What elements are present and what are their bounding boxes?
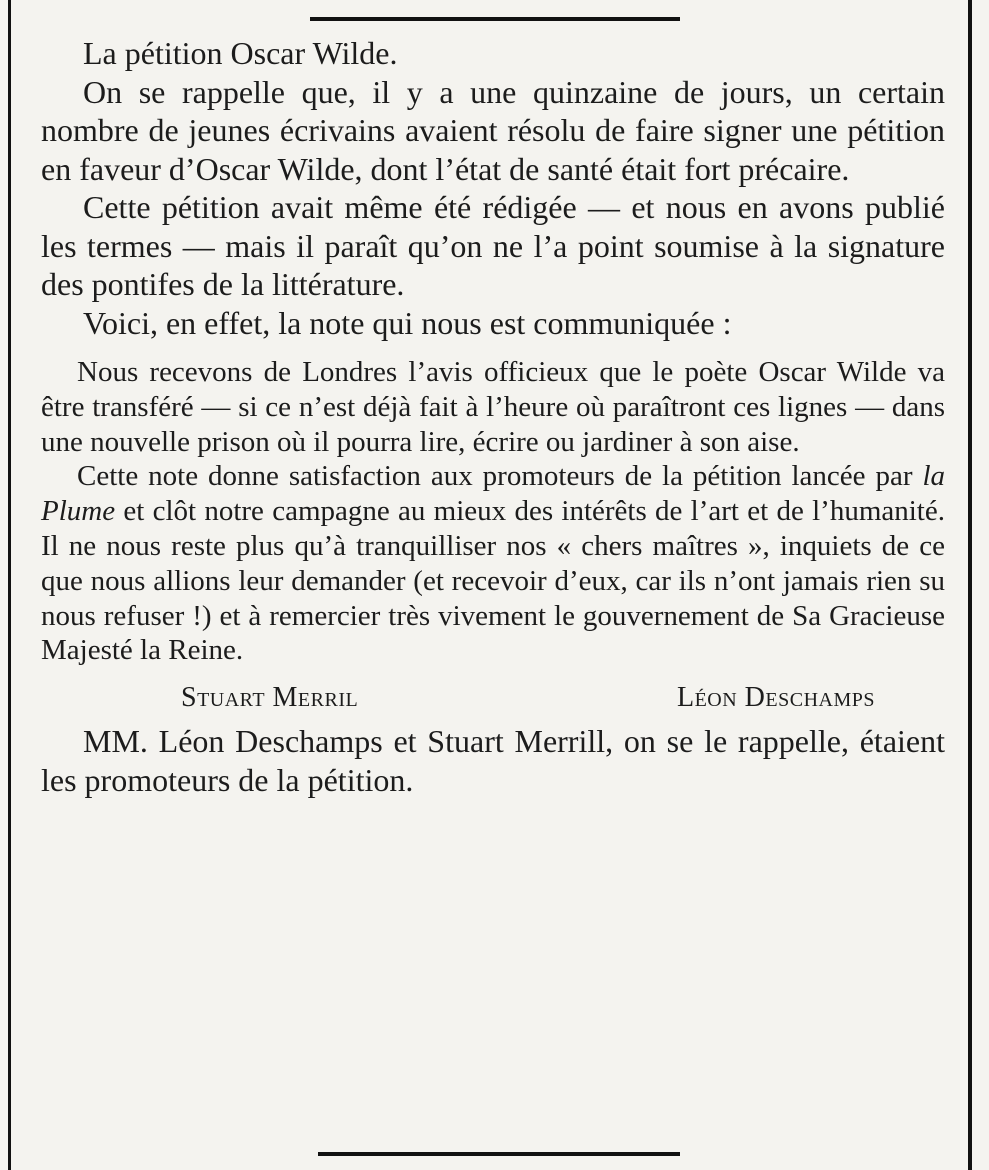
signature-stuart-merril: Stuart Merril xyxy=(181,682,359,714)
closing-paragraph: MM. Léon Deschamps et Stuart Merrill, on se le rappelle, étaient les promoteurs de la pétition. xyxy=(41,723,945,798)
paragraph-1: On se rappelle que, il y a une quinzaine de jours, un certain nombre de jeunes écrivains avaient résolu de faire signer une pétition en faveur d’Oscar Wilde, dont l’état de santé était fort précaire. xyxy=(41,73,945,187)
quoted-note-1: Nous recevons de Londres l’avis officieux que le poète Oscar Wilde va être transféré — si ce n’est déjà fait à l’heure où paraîtront ces lignes — dans une nouvelle prison où il pourra lire, écrire ou jardiner à son aise. xyxy=(41,356,945,458)
top-separator-rule xyxy=(310,17,680,21)
paragraph-3: Voici, en effet, la note qui nous est communiquée : xyxy=(83,304,732,341)
paragraph-2: Cette pétition avait même été rédigée — et nous en avons publié les termes — mais il paraît qu’on ne l’a point soumise à la signature des pontifes de la littérature. xyxy=(41,189,945,302)
quote-2-after: et clôt notre campagne au mieux des intérêts de l’art et de l’humanité. Il ne nous reste plus qu’à tranquilliser nos « chers maîtres », inquiets de ce que nous allions leur demander (et recevoir d’eux, car ils n’ont jamais rien su nous refuser !) et à remercier très vivement le gouvernement de Sa Gracieuse Majesté la Reine. xyxy=(41,495,945,667)
article-body xyxy=(41,34,945,799)
quoted-note-2 xyxy=(41,459,945,668)
quote-2-before: Cette note donne satisfaction aux promoteurs de la pétition lancée par xyxy=(77,460,923,493)
bottom-separator-rule xyxy=(318,1152,680,1156)
column-left-border xyxy=(8,0,11,1170)
publication-name: la Plume xyxy=(41,460,945,528)
signature-leon-deschamps: Léon Deschamps xyxy=(676,682,875,714)
column-right-border xyxy=(968,0,972,1170)
signatures xyxy=(41,678,945,718)
article-title: La pétition Oscar Wilde. xyxy=(83,35,398,71)
